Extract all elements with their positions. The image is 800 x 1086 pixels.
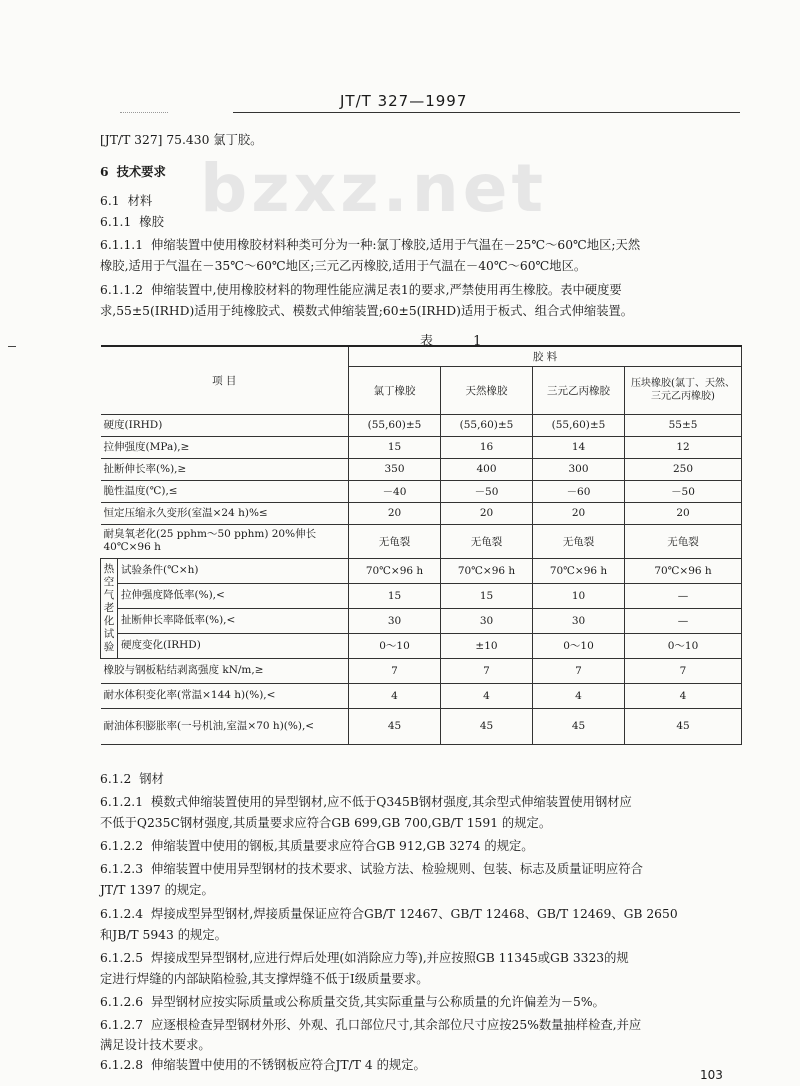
row-value: 16 <box>441 436 533 458</box>
para-6-1-2-4-cont: 和JB/T 5943 的规定。 <box>100 928 227 942</box>
row-value: 45 <box>625 708 742 744</box>
row-value: 4 <box>441 683 533 708</box>
row-label: 试验条件(℃×h) <box>118 558 349 583</box>
row-value: 15 <box>441 583 533 608</box>
aging-group-label: 热空气老化试验 <box>101 558 118 658</box>
table-caption: 表 1 <box>420 334 500 349</box>
row-value: 70℃×96 h <box>625 558 742 583</box>
row-value: 30 <box>533 608 625 633</box>
col-head-2: 天然橡胶 <box>441 366 533 414</box>
table-row <box>101 608 742 633</box>
para-6-1-2-1-cont: 不低于Q235C钢材强度,其质量要求应符合GB 699,GB 700,GB/T 1591 的规定。 <box>100 816 552 830</box>
watermark: bzxz.net <box>200 150 548 227</box>
table-row <box>101 708 742 744</box>
row-label: 拉伸强度降低率(%),< <box>118 583 349 608</box>
row-value: 7 <box>349 658 441 683</box>
para-6-1-2-3: 6.1.2.3 伸缩装置中使用异型钢材的技术要求、试验方法、检验规则、包装、标志及质量证明应符合 <box>100 862 643 876</box>
row-value: －60 <box>533 480 625 502</box>
row-label: 扯断伸长率(%),≥ <box>101 458 349 480</box>
row-value: 4 <box>349 683 441 708</box>
header-dots <box>120 112 168 113</box>
page-header: JT/T 327—1997 <box>340 92 468 110</box>
table-row <box>101 524 742 558</box>
row-value: 无龟裂 <box>441 524 533 558</box>
section-6-1-2-heading: 6.1.2 钢材 <box>100 772 164 786</box>
section-6-1-heading: 6.1 材料 <box>100 194 153 208</box>
row-label: 耐水体积变化率(常温×144 h)(%),< <box>101 683 349 708</box>
para-6-1-2-5-cont: 定进行焊缝的内部缺陷检验,其支撑焊缝不低于Ⅰ级质量要求。 <box>100 972 429 986</box>
row-label: 硬度变化(IRHD) <box>118 633 349 658</box>
row-value: 0～10 <box>349 633 441 658</box>
row-value: 14 <box>533 436 625 458</box>
para-6-1-2-4: 6.1.2.4 焊接成型异型钢材,焊接质量保证应符合GB/T 12467、GB/T 12468、GB/T 12469、GB 2650 <box>100 907 678 921</box>
row-value: — <box>625 583 742 608</box>
rubber-properties-table <box>100 345 742 745</box>
para-6-1-2-5: 6.1.2.5 焊接成型异型钢材,应进行焊后处理(如消除应力等),并应按照GB 11345或GB 3323的规 <box>100 951 629 965</box>
row-value: 30 <box>349 608 441 633</box>
table-row <box>101 683 742 708</box>
table-row <box>101 633 742 658</box>
row-value: (55,60)±5 <box>349 414 441 436</box>
row-value: 10 <box>533 583 625 608</box>
col-head-1: 氯丁橡胶 <box>349 366 441 414</box>
row-value: 12 <box>625 436 742 458</box>
row-value: 无龟裂 <box>533 524 625 558</box>
row-label: 耐油体积膨胀率(一号机油,室温×70 h)(%),< <box>101 708 349 744</box>
row-value: 55±5 <box>625 414 742 436</box>
section-6-heading: 6 技术要求 <box>100 164 166 179</box>
table-head-item: 项 目 <box>101 346 349 414</box>
row-value: — <box>625 608 742 633</box>
row-label: 硬度(IRHD) <box>101 414 349 436</box>
row-value: 70℃×96 h <box>349 558 441 583</box>
row-value: 20 <box>441 502 533 524</box>
table-row <box>101 502 742 524</box>
row-value: (55,60)±5 <box>533 414 625 436</box>
row-value: 4 <box>625 683 742 708</box>
para-6-1-2-1: 6.1.2.1 模数式伸缩装置使用的异型钢材,应不低于Q345B钢材强度,其余型式伸缩装置使用钢材应 <box>100 795 632 809</box>
row-value: 250 <box>625 458 742 480</box>
table-row <box>101 414 742 436</box>
row-value: 45 <box>349 708 441 744</box>
page-number: 103 <box>700 1068 723 1082</box>
row-value: 70℃×96 h <box>533 558 625 583</box>
row-value: 7 <box>625 658 742 683</box>
table-row <box>101 480 742 502</box>
col-head-3: 三元乙丙橡胶 <box>533 366 625 414</box>
para-6-1-2-6: 6.1.2.6 异型钢材应按实际质量或公称质量交货,其实际重量与公称质量的允许偏差为－5%。 <box>100 995 605 1009</box>
row-value: 20 <box>349 502 441 524</box>
row-value: 20 <box>625 502 742 524</box>
row-value: 20 <box>533 502 625 524</box>
row-label: 橡胶与钢板粘结剥离强度 kN/m,≥ <box>101 658 349 683</box>
table-row <box>101 558 742 583</box>
row-value: 无龟裂 <box>625 524 742 558</box>
margin-mark <box>8 346 16 347</box>
para-6-1-1-1: 6.1.1.1 伸缩装置中使用橡胶材料种类可分为一种:氯丁橡胶,适用于气温在－25℃～60℃地区;天然 <box>100 238 641 252</box>
reference-line: [JT/T 327] 75.430 氯丁胶。 <box>100 133 263 147</box>
row-label: 脆性温度(℃),≤ <box>101 480 349 502</box>
col-head-4: 压块橡胶(氯丁、天然、三元乙丙橡胶) <box>625 366 742 414</box>
para-6-1-2-8: 6.1.2.8 伸缩装置中使用的不锈钢板应符合JT/T 4 的规定。 <box>100 1058 426 1072</box>
row-value: 7 <box>533 658 625 683</box>
table-row <box>101 658 742 683</box>
row-value: 无龟裂 <box>349 524 441 558</box>
row-value: ±10 <box>441 633 533 658</box>
header-rule <box>233 112 740 113</box>
para-6-1-2-3-cont: JT/T 1397 的规定。 <box>100 883 214 897</box>
table-row <box>101 436 742 458</box>
para-6-1-1-2: 6.1.1.2 伸缩装置中,使用橡胶材料的物理性能应满足表1的要求,严禁使用再生橡胶。表中硬度要 <box>100 283 622 297</box>
row-value: －40 <box>349 480 441 502</box>
section-6-1-1-heading: 6.1.1 橡胶 <box>100 215 164 229</box>
row-value: 350 <box>349 458 441 480</box>
row-value: 0～10 <box>625 633 742 658</box>
para-6-1-2-2: 6.1.2.2 伸缩装置中使用的钢板,其质量要求应符合GB 912,GB 3274 的规定。 <box>100 839 534 853</box>
table-head-group: 胶 料 <box>349 346 742 366</box>
row-value: 70℃×96 h <box>441 558 533 583</box>
row-value: －50 <box>441 480 533 502</box>
table-row <box>101 583 742 608</box>
para-6-1-1-1-cont: 橡胶,适用于气温在－35℃～60℃地区;三元乙丙橡胶,适用于气温在－40℃～60℃地区。 <box>100 259 587 273</box>
row-label: 耐臭氧老化(25 pphm～50 pphm) 20%伸长 40℃×96 h <box>101 524 349 558</box>
row-label: 拉伸强度(MPa),≥ <box>101 436 349 458</box>
row-value: 15 <box>349 583 441 608</box>
row-value: 4 <box>533 683 625 708</box>
row-label: 扯断伸长率降低率(%),< <box>118 608 349 633</box>
row-value: 7 <box>441 658 533 683</box>
row-label: 恒定压缩永久变形(室温×24 h)%≤ <box>101 502 349 524</box>
para-6-1-2-7-cont: 满足设计技术要求。 <box>100 1038 211 1052</box>
row-value: 0～10 <box>533 633 625 658</box>
row-value: 400 <box>441 458 533 480</box>
para-6-1-2-7: 6.1.2.7 应逐根检查异型钢材外形、外观、孔口部位尺寸,其余部位尺寸应按25%数量抽样检查,并应 <box>100 1018 642 1032</box>
table-row <box>101 458 742 480</box>
row-value: 45 <box>441 708 533 744</box>
row-value: 30 <box>441 608 533 633</box>
para-6-1-1-2-cont: 求,55±5(IRHD)适用于纯橡胶式、模数式伸缩装置;60±5(IRHD)适用于板式、组合式伸缩装置。 <box>100 304 634 318</box>
row-value: 15 <box>349 436 441 458</box>
row-value: 300 <box>533 458 625 480</box>
row-value: 45 <box>533 708 625 744</box>
row-value: (55,60)±5 <box>441 414 533 436</box>
row-value: －50 <box>625 480 742 502</box>
